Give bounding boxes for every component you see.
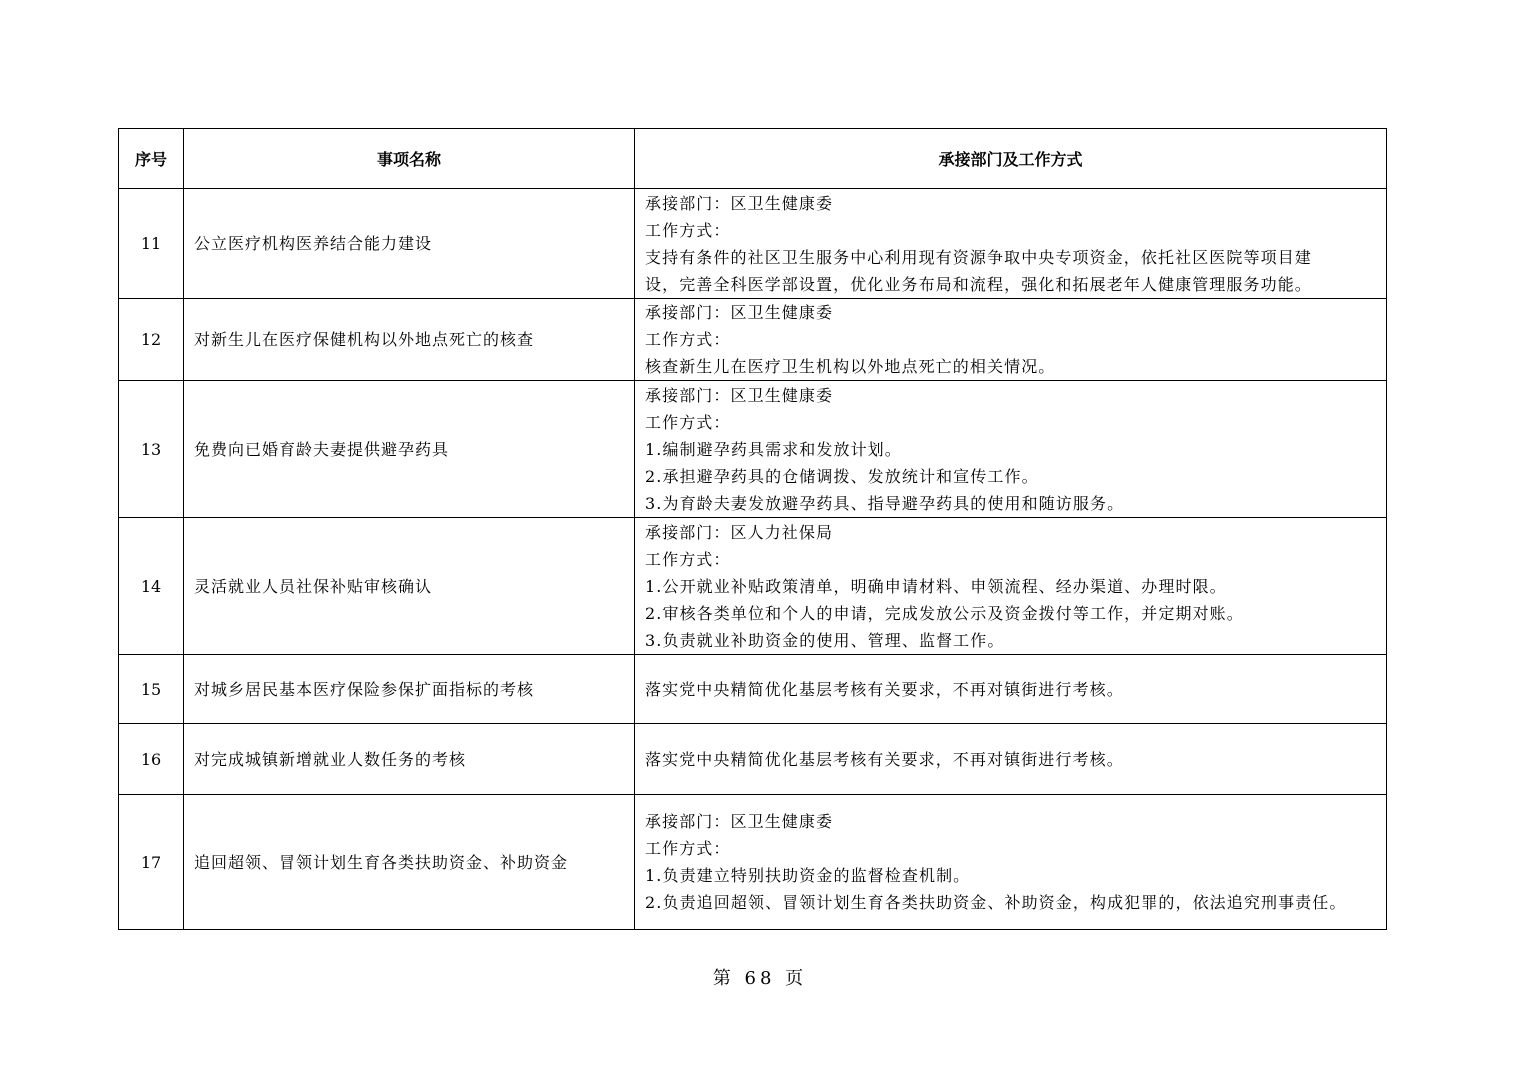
table-header-row [119,129,1387,189]
detail-line: 2.承担避孕药具的仓储调拨、发放统计和宣传工作。 [645,466,1039,486]
table-row [119,724,1387,795]
detail-line: 1.编制避孕药具需求和发放计划。 [645,439,902,459]
row-item-name: 免费向已婚育龄夫妻提供避孕药具 [184,381,635,518]
table-row [119,795,1387,930]
detail-line: 工作方式： [645,412,731,432]
header-item-name: 事项名称 [184,129,635,189]
row-detail [635,189,1387,299]
detail-line: 1.负责建立特别扶助资金的监督检查机制。 [645,866,971,885]
row-item-name: 公立医疗机构医养结合能力建设 [184,189,635,299]
row-detail [635,299,1387,381]
row-detail [635,655,1387,724]
row-detail [635,381,1387,518]
row-number: 11 [119,189,184,299]
row-detail [635,518,1387,655]
detail-line: 承接部门：区卫生健康委 [645,812,834,831]
table-row [119,518,1387,655]
table-row [119,299,1387,381]
detail-line: 落实党中央精简优化基层考核有关要求，不再对镇街进行考核。 [645,749,1124,769]
task-table [118,128,1387,930]
detail-line: 3.负责就业补助资金的使用、管理、监督工作。 [645,630,1005,650]
row-item-name: 对城乡居民基本医疗保险参保扩面指标的考核 [184,655,635,724]
detail-line: 2.负责追回超领、冒领计划生育各类扶助资金、补助资金，构成犯罪的，依法追究刑事责任。 [645,893,1347,912]
row-detail [635,795,1387,930]
detail-line: 3.为育龄夫妻发放避孕药具、指导避孕药具的使用和随访服务。 [645,493,1125,513]
detail-line: 承接部门：区人力社保局 [645,522,834,542]
detail-line: 1.公开就业补贴政策清单，明确申请材料、申领流程、经办渠道、办理时限。 [645,576,1227,596]
row-number: 17 [119,795,184,930]
header-serial: 序号 [119,129,184,189]
table-row [119,655,1387,724]
detail-line: 2.审核各类单位和个人的申请，完成发放公示及资金拨付等工作，并定期对账。 [645,603,1244,623]
row-number: 14 [119,518,184,655]
page-number: 第 68 页 [712,968,808,989]
document-table-container [118,128,1386,930]
detail-line: 工作方式： [645,220,731,240]
row-number: 13 [119,381,184,518]
row-item-name: 对完成城镇新增就业人数任务的考核 [184,724,635,795]
detail-line: 设，完善全科医学部设置，优化业务布局和流程，强化和拓展老年人健康管理服务功能。 [645,274,1312,294]
row-detail [635,724,1387,795]
detail-line: 承接部门：区卫生健康委 [645,193,834,213]
table-row [119,189,1387,299]
row-item-name: 灵活就业人员社保补贴审核确认 [184,518,635,655]
detail-line: 工作方式： [645,839,731,858]
row-item-name: 对新生儿在医疗保健机构以外地点死亡的核查 [184,299,635,381]
detail-line: 承接部门：区卫生健康委 [645,385,834,405]
header-dept-method: 承接部门及工作方式 [635,129,1387,189]
detail-line: 落实党中央精简优化基层考核有关要求，不再对镇街进行考核。 [645,679,1124,699]
detail-line: 承接部门：区卫生健康委 [645,303,834,322]
table-row [119,381,1387,518]
row-item-name: 追回超领、冒领计划生育各类扶助资金、补助资金 [184,795,635,930]
row-number: 16 [119,724,184,795]
row-number: 12 [119,299,184,381]
detail-line: 工作方式： [645,549,731,569]
detail-line: 工作方式： [645,330,731,349]
detail-line: 支持有条件的社区卫生服务中心利用现有资源争取中央专项资金，依托社区医院等项目建 [645,247,1312,267]
row-number: 15 [119,655,184,724]
detail-line: 核查新生儿在医疗卫生机构以外地点死亡的相关情况。 [645,357,1056,376]
